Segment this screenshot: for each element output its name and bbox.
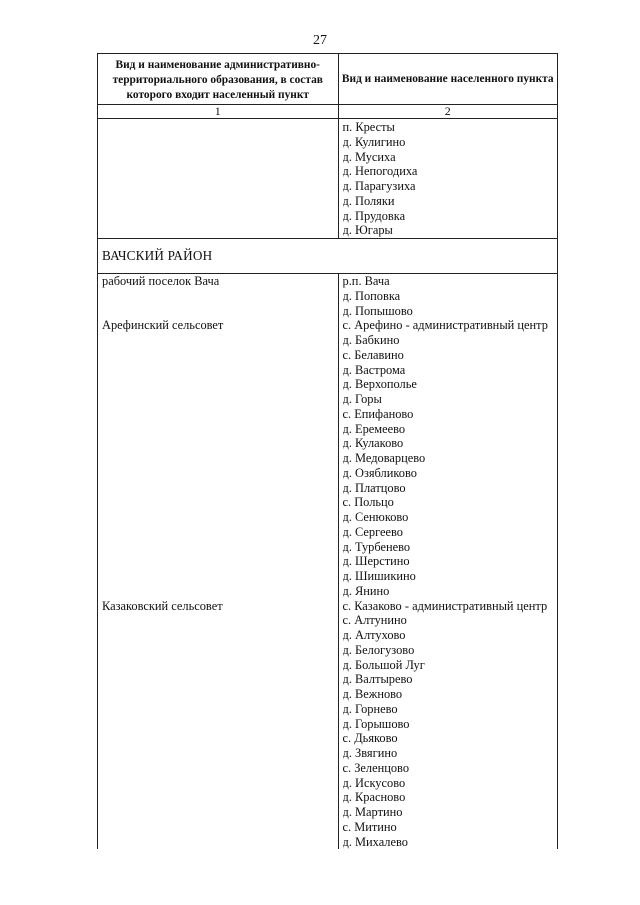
settlement-item: д. Вежново [342,687,403,701]
column-header-settlement: Вид и наименование населенного пункта [338,54,557,105]
settlement-item: д. Турбенево [342,539,411,554]
settlement-item: с. Алтунино [342,613,407,628]
unit-spacer [98,422,338,437]
settlement-item: д. Верхополье [342,377,417,392]
unit-spacer [98,377,338,392]
settlement-item: д. Сергеево [342,524,404,539]
settlement-item: д. Звягино [342,746,398,760]
settlement-item: с. Дьяково [342,731,398,746]
settlement-item: д. Искусово [342,775,406,790]
settlement-item: с. Казаково - административный центр [342,598,548,613]
unit-spacer [98,304,338,319]
district-title: ВАЧСКИЙ РАЙОН [98,239,558,274]
unit-spacer [98,613,338,628]
continued-unit-cell [98,119,339,239]
territorial-unit-name: рабочий поселок Вача [102,274,220,288]
unit-spacer [98,702,338,717]
settlement-item: д. Озябликово [342,465,417,480]
unit-spacer [98,451,338,466]
unit-spacer [98,584,338,599]
settlement-item: п. Кресты [342,120,395,134]
settlement-item: д. Горы [342,392,382,406]
settlement-item: д. Горышово [342,716,410,731]
column-number-row [98,105,558,119]
settlement-item: д. Сенюково [342,510,409,524]
district-row [98,239,558,274]
settlement-item: д. Медоварцево [342,451,426,465]
continued-settlements-cell [338,119,557,239]
settlement-item: с. Зеленцово [342,760,410,775]
settlement-item: д. Поповка [342,288,401,303]
settlement-item: д. Парагузиха [342,179,416,193]
settlement-item: д. Большой Луг [342,657,425,672]
unit-spacer [98,790,338,805]
column-header-territorial-unit: Вид и наименование административно-территориального образования, в состав которого входит населенный пункт [98,54,339,105]
unit-spacer [98,466,338,481]
unit-spacer [98,746,338,761]
settlement-item: д. Югары [342,223,393,238]
settlement-item: д. Непогодиха [342,164,418,179]
units-cell [98,274,339,850]
unit-settlements-cell [338,274,557,850]
table-header-row [98,54,558,105]
settlement-item: д. Валтырево [342,672,413,687]
settlement-list [339,274,557,318]
settlement-item: д. Горнево [342,701,398,716]
unit-spacer [98,481,338,496]
unit-spacer [98,363,338,378]
settlement-list [339,120,557,238]
unit-spacer [98,717,338,732]
unit-spacer [98,333,338,348]
settlement-item: д. Алтухово [342,628,406,642]
settlement-item: д. Красново [342,790,406,805]
settlement-item: р.п. Вача [342,274,390,288]
settlement-item: с. Арефино - административный центр [342,318,548,333]
settlement-item: д. Платцово [342,480,406,495]
unit-spacer [98,672,338,687]
settlement-item: с. Белавино [342,347,404,362]
settlements-table [97,53,558,849]
settlement-item: д. Шишикино [342,569,416,583]
unit-spacer [98,540,338,555]
unit-spacer [98,392,338,407]
settlement-item: д. Кулаково [342,436,404,451]
unit-spacer [98,525,338,540]
settlement-item: д. Кулигино [342,134,406,149]
table-row-units [98,274,558,850]
settlement-item: д. Еремеево [342,421,406,436]
unit-spacer [98,510,338,525]
territorial-unit-name: Арефинский сельсовет [102,318,224,333]
unit-spacer [98,348,338,363]
territorial-unit-name: Казаковский сельсовет [102,598,223,613]
unit-spacer [98,495,338,510]
settlement-item: д. Попышово [342,303,413,318]
column-number-1: 1 [98,105,339,119]
unit-spacer [98,554,338,569]
table-row-continued [98,119,558,239]
settlement-item: д. Мартино [342,805,403,819]
settlement-item: д. Бабкино [342,333,400,347]
settlement-item: с. Польцо [342,495,394,510]
unit-spacer [98,289,338,304]
unit-spacer [98,761,338,776]
settlement-item: с. Митино [342,819,397,834]
unit-spacer [98,628,338,643]
unit-spacer [98,643,338,658]
settlement-item: д. Мусиха [342,149,396,164]
unit-spacer [98,731,338,746]
unit-spacer [98,569,338,584]
settlement-item: д. Шерстино [342,554,410,569]
settlement-item: д. Белогузово [342,642,415,657]
settlement-item: д. Прудовка [342,208,406,223]
settlement-list [339,318,557,598]
settlement-item: с. Епифаново [342,406,414,421]
settlement-item: д. Вастрома [342,362,406,377]
settlement-item: д. Янино [342,583,390,598]
page-number: 27 [313,33,327,48]
unit-spacer [98,687,338,702]
column-number-2: 2 [338,105,557,119]
settlement-item: д. Поляки [342,193,395,208]
unit-spacer [98,658,338,673]
unit-spacer [98,820,338,835]
settlement-item: д. Михалево [342,834,408,849]
unit-spacer [98,407,338,422]
unit-spacer [98,436,338,451]
unit-spacer [98,835,338,850]
settlement-list [339,599,557,850]
unit-spacer [98,776,338,791]
unit-spacer [98,805,338,820]
